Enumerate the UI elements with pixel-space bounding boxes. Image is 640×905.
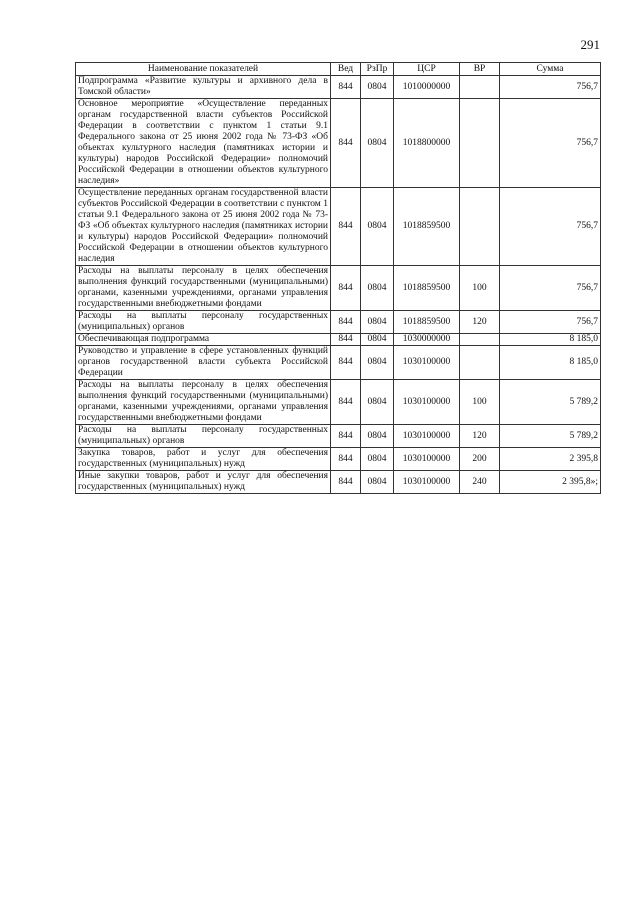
col-header-ved: Вед	[331, 63, 361, 76]
cell-csr: 1018859500	[394, 311, 460, 334]
cell-csr: 1018800000	[394, 99, 460, 188]
cell-ved: 844	[331, 311, 361, 334]
cell-ved: 844	[331, 188, 361, 266]
cell-vr: 100	[460, 380, 500, 425]
col-header-vr: ВР	[460, 63, 500, 76]
cell-ved: 844	[331, 448, 361, 471]
cell-name: Иные закупки товаров, работ и услуг для обеспечения государственных (муниципальных) нужд	[76, 471, 331, 494]
table-row	[76, 311, 601, 334]
cell-csr: 1018859500	[394, 188, 460, 266]
cell-vr: 120	[460, 311, 500, 334]
cell-sum: 756,7	[500, 266, 601, 311]
cell-rzpr: 0804	[361, 99, 394, 188]
cell-name: Осуществление переданных органам государственной власти субъектов Российской Федерации в соответствии с пунктом 1 статьи 9.1 Федерального закона от 25 июня 2002 года № 73-ФЗ «Об объектах культурного наследия (памятниках истории и культуры) народов Российской Федерации» полномочий Российской Федерации в отношении объектов культурного наследия	[76, 188, 331, 266]
cell-name: Подпрограмма «Развитие культуры и архивного дела в Томской области»	[76, 76, 331, 99]
header-row	[76, 63, 601, 76]
cell-ved: 844	[331, 380, 361, 425]
col-header-sum: Сумма	[500, 63, 601, 76]
cell-rzpr: 0804	[361, 346, 394, 380]
cell-rzpr: 0804	[361, 448, 394, 471]
cell-vr: 200	[460, 448, 500, 471]
cell-ved: 844	[331, 76, 361, 99]
cell-vr	[460, 346, 500, 380]
cell-name: Закупка товаров, работ и услуг для обеспечения государственных (муниципальных) нужд	[76, 448, 331, 471]
cell-vr	[460, 76, 500, 99]
col-header-name: Наименование показателей	[76, 63, 331, 76]
cell-sum: 756,7	[500, 99, 601, 188]
cell-sum: 756,7	[500, 188, 601, 266]
cell-sum: 5 789,2	[500, 425, 601, 448]
table-row	[76, 448, 601, 471]
page-number: 291	[580, 37, 600, 52]
cell-rzpr: 0804	[361, 188, 394, 266]
col-header-csr: ЦСР	[394, 63, 460, 76]
cell-ved: 844	[331, 99, 361, 188]
cell-name: Расходы на выплаты персоналу государственных (муниципальных) органов	[76, 425, 331, 448]
cell-rzpr: 0804	[361, 266, 394, 311]
cell-vr	[460, 188, 500, 266]
cell-sum: 756,7	[500, 311, 601, 334]
cell-name: Расходы на выплаты персоналу в целях обеспечения выполнения функций государственными (муниципальными) органами, казенными учреждениями, органами управления государственными внебюджетными фондами	[76, 380, 331, 425]
table-row	[76, 76, 601, 99]
cell-rzpr: 0804	[361, 334, 394, 346]
cell-rzpr: 0804	[361, 311, 394, 334]
cell-csr: 1030000000	[394, 334, 460, 346]
cell-name: Расходы на выплаты персоналу государственных (муниципальных) органов	[76, 311, 331, 334]
cell-csr: 1010000000	[394, 76, 460, 99]
cell-ved: 844	[331, 425, 361, 448]
cell-sum: 5 789,2	[500, 380, 601, 425]
cell-sum: 8 185,0	[500, 346, 601, 380]
table-row	[76, 471, 601, 494]
cell-ved: 844	[331, 266, 361, 311]
cell-vr: 120	[460, 425, 500, 448]
table-row	[76, 380, 601, 425]
table-body	[76, 76, 601, 494]
cell-csr: 1030100000	[394, 425, 460, 448]
table-row	[76, 346, 601, 380]
cell-vr: 100	[460, 266, 500, 311]
cell-sum: 8 185,0	[500, 334, 601, 346]
cell-ved: 844	[331, 471, 361, 494]
cell-sum: 2 395,8»;	[500, 471, 601, 494]
cell-name: Обеспечивающая подпрограмма	[76, 334, 331, 346]
table-header	[76, 63, 601, 76]
cell-csr: 1030100000	[394, 380, 460, 425]
cell-name: Расходы на выплаты персоналу в целях обеспечения выполнения функций государственными (муниципальными) органами, казенными учреждениями, органами управления государственными внебюджетными фондами	[76, 266, 331, 311]
cell-name: Руководство и управление в сфере установленных функций органов государственной власти субъекта Российской Федерации	[76, 346, 331, 380]
cell-sum: 2 395,8	[500, 448, 601, 471]
cell-name: Основное мероприятие «Осуществление переданных органам государственной власти субъектов Российской Федерации в соответствии с пунктом 1 статьи 9.1 Федерального закона от 25 июня 2002 года № 73-ФЗ «Об объектах культурного наследия (памятниках истории и культуры) народов Российской Федерации» полномочий Российской Федерации в отношении объектов культурного наследия»	[76, 99, 331, 188]
cell-csr: 1030100000	[394, 448, 460, 471]
table-row	[76, 266, 601, 311]
cell-vr	[460, 334, 500, 346]
cell-rzpr: 0804	[361, 425, 394, 448]
cell-rzpr: 0804	[361, 471, 394, 494]
cell-sum: 756,7	[500, 76, 601, 99]
cell-csr: 1030100000	[394, 471, 460, 494]
cell-ved: 844	[331, 346, 361, 380]
cell-rzpr: 0804	[361, 380, 394, 425]
cell-csr: 1018859500	[394, 266, 460, 311]
cell-ved: 844	[331, 334, 361, 346]
table-row	[76, 99, 601, 188]
table-row	[76, 334, 601, 346]
table-row	[76, 425, 601, 448]
cell-vr	[460, 99, 500, 188]
budget-table	[75, 62, 601, 494]
cell-rzpr: 0804	[361, 76, 394, 99]
table-row	[76, 188, 601, 266]
cell-vr: 240	[460, 471, 500, 494]
col-header-rzpr: РзПр	[361, 63, 394, 76]
cell-csr: 1030100000	[394, 346, 460, 380]
